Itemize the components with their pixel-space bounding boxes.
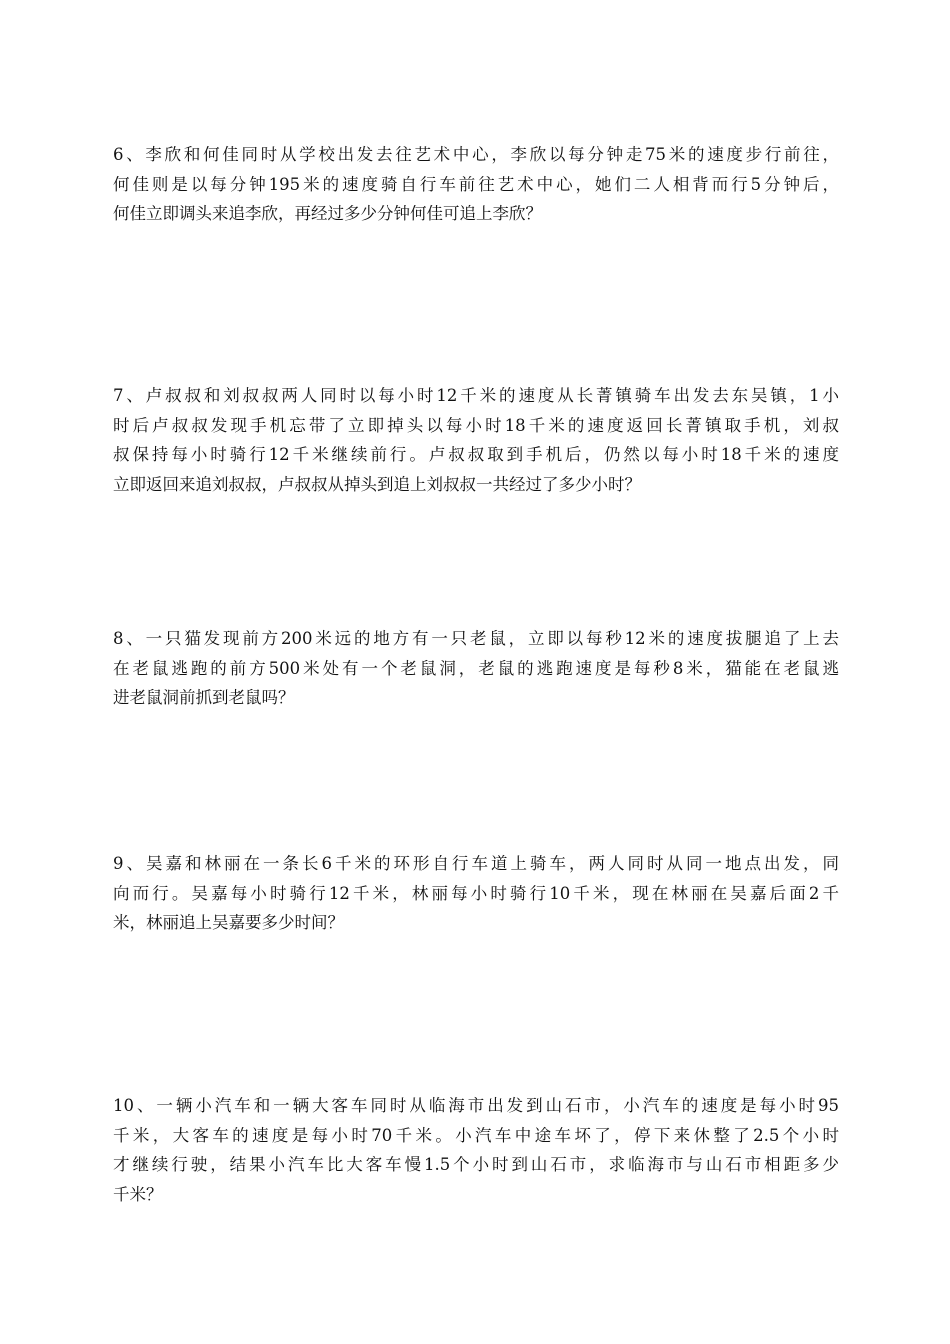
- question-line: 千米？: [113, 1184, 163, 1204]
- question-7: [113, 381, 839, 499]
- question-line: 在老鼠逃跑的前方500米处有一个老鼠洞，老鼠的逃跑速度是每秒8米，猫能在老鼠逃: [113, 658, 839, 678]
- question-line: 叔保持每小时骑行12千米继续前行。卢叔叔取到手机后，仍然以每小时18千米的速度: [113, 445, 839, 464]
- question-line: 立即返回来追刘叔叔，卢叔叔从掉头到追上刘叔叔一共经过了多少小时？: [113, 474, 641, 494]
- question-6: [113, 140, 839, 229]
- question-9: [113, 849, 839, 938]
- question-line: 时后卢叔叔发现手机忘带了立即掉头以每小时18千米的速度返回长菁镇取手机，刘叔: [113, 415, 839, 435]
- question-line: 米，林丽追上吴嘉要多少时间？: [113, 913, 344, 932]
- question-line: 9、吴嘉和林丽在一条长6千米的环形自行车道上骑车，两人同时从同一地点出发，同: [113, 854, 839, 873]
- question-line: 何佳则是以每分钟195米的速度骑自行车前往艺术中心，她们二人相背而行5分钟后，: [113, 174, 839, 194]
- question-line: 6、李欣和何佳同时从学校出发去往艺术中心，李欣以每分钟走75米的速度步行前往，: [113, 145, 839, 164]
- question-line: 才继续行驶，结果小汽车比大客车慢1.5个小时到山石市，求临海市与山石市相距多少: [113, 1155, 839, 1174]
- question-line: 向而行。吴嘉每小时骑行12千米，林丽每小时骑行10千米，现在林丽在吴嘉后面2千: [113, 883, 839, 903]
- question-line: 8、一只猫发现前方200米远的地方有一只老鼠，立即以每秒12米的速度拔腿追了上去: [113, 629, 839, 648]
- question-10: [113, 1091, 839, 1209]
- question-line: 何佳立即调头来追李欣，再经过多少分钟何佳可追上李欣？: [113, 204, 542, 223]
- question-line: 进老鼠洞前抓到老鼠吗？: [113, 688, 295, 707]
- question-8: [113, 624, 839, 713]
- question-line: 千米，大客车的速度是每小时70千米。小汽车中途车坏了，停下来休整了2.5个小时: [113, 1125, 839, 1145]
- question-line: 7、卢叔叔和刘叔叔两人同时以每小时12千米的速度从长菁镇骑车出发去东吴镇，1小: [113, 386, 839, 405]
- question-line: 10、一辆小汽车和一辆大客车同时从临海市出发到山石市，小汽车的速度是每小时95: [113, 1096, 839, 1115]
